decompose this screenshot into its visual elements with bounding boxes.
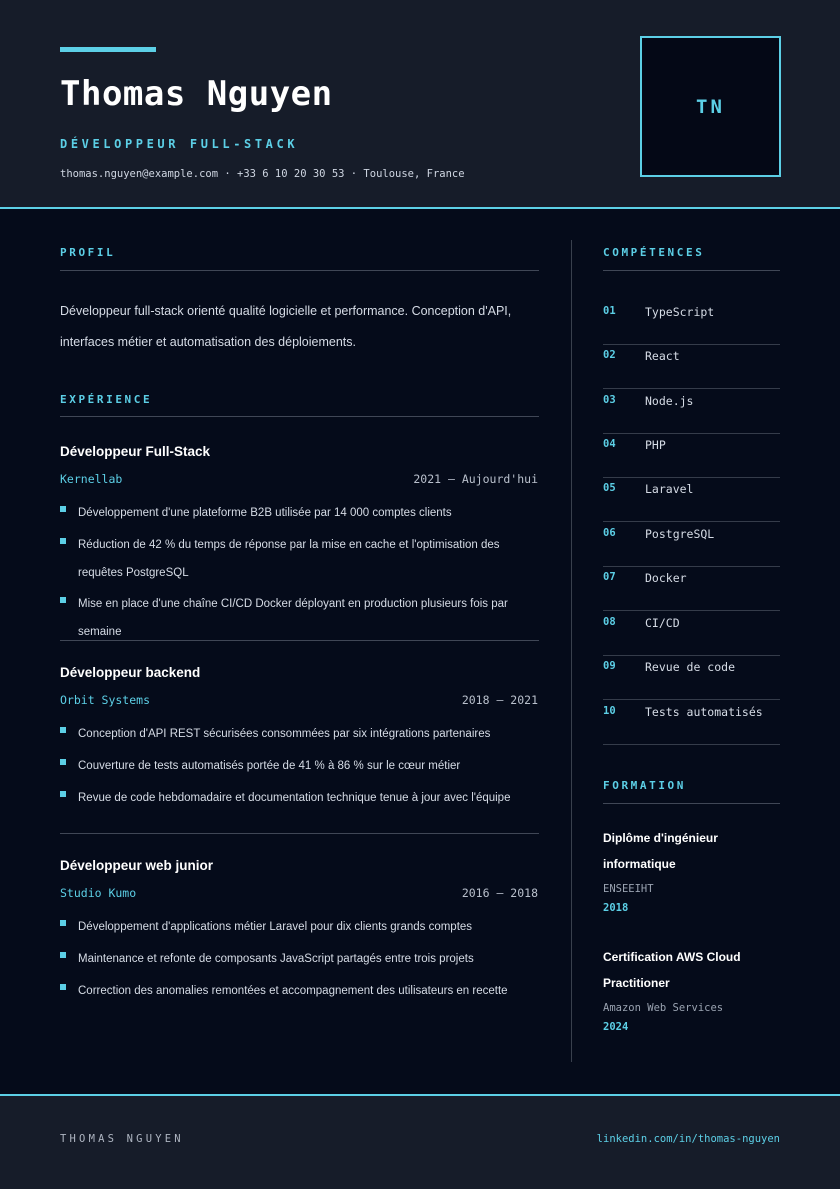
- skill-item: [603, 344, 780, 389]
- education-school: ENSEEIHT: [603, 883, 654, 895]
- bullet-square-icon: [60, 952, 66, 958]
- skill-number: 08: [603, 616, 616, 628]
- bullet-square-icon: [60, 920, 66, 926]
- skill-name: TypeScript: [645, 305, 715, 319]
- column-divider: [571, 240, 572, 1062]
- bullet-text: Correction des anomalies remontées et accompagnement des utilisateurs en recette: [78, 985, 508, 997]
- education-school: Amazon Web Services: [603, 1002, 724, 1014]
- header-band: [0, 0, 840, 209]
- bullet-square-icon: [60, 506, 66, 512]
- profile-section-title: PROFIL: [60, 246, 116, 259]
- skill-name: React: [645, 349, 680, 363]
- skill-number: 04: [603, 438, 616, 450]
- bullet-square-icon: [60, 759, 66, 765]
- education-year: 2018: [603, 902, 629, 914]
- skill-name: Tests automatisés: [645, 705, 763, 719]
- job-dates: 2016 — 2018: [461, 886, 538, 900]
- skill-item: [603, 566, 780, 611]
- skill-name: Node.js: [645, 394, 694, 408]
- skills-rule: [603, 270, 780, 271]
- job-title: Développeur web junior: [60, 858, 214, 873]
- bullet-text: Réduction de 42 % du temps de réponse par la mise en cache et l'optimisation des requêtes PostgreSQL: [78, 539, 500, 579]
- candidate-role: DÉVELOPPEUR FULL-STACK: [60, 137, 299, 151]
- education-section-title: FORMATION: [603, 779, 687, 792]
- education-rule: [603, 803, 780, 804]
- skill-item: [603, 300, 780, 345]
- skill-number: 05: [603, 482, 616, 494]
- bullet-text: Maintenance et refonte de composants JavaScript partagés entre trois projets: [78, 953, 474, 965]
- skill-name: Revue de code: [645, 660, 736, 674]
- skill-item: [603, 611, 780, 656]
- skill-name: PostgreSQL: [645, 527, 715, 541]
- monogram-badge: TN: [640, 36, 781, 177]
- skill-item: [603, 389, 780, 434]
- footer-band: [0, 1094, 840, 1189]
- skill-number: 03: [603, 394, 616, 406]
- skill-item: [603, 433, 780, 478]
- job-company: Kernellab: [60, 472, 123, 486]
- job-separator: [60, 833, 539, 834]
- job-title: Développeur Full-Stack: [60, 444, 211, 459]
- job-dates: 2018 — 2021: [461, 693, 538, 707]
- job-separator: [60, 640, 539, 641]
- skill-item: [603, 700, 780, 745]
- skill-number: 06: [603, 527, 616, 539]
- contact-line: thomas.nguyen@example.com · +33 6 10 20 30 53 · Toulouse, France: [60, 168, 465, 180]
- bullet-square-icon: [60, 984, 66, 990]
- job-dates: 2021 — Aujourd'hui: [413, 472, 538, 486]
- candidate-name: Thomas Nguyen: [60, 74, 333, 114]
- skill-number: 01: [603, 305, 616, 317]
- header-accent-bar: [60, 47, 156, 52]
- bullet-text: Mise en place d'une chaîne CI/CD Docker déployant en production plusieurs fois par semaine: [78, 598, 508, 638]
- skills-section-title: COMPÉTENCES: [603, 246, 705, 259]
- linkedin-link[interactable]: linkedin.com/in/thomas-nguyen: [596, 1133, 780, 1145]
- skill-number: 10: [603, 705, 616, 717]
- bullet-square-icon: [60, 727, 66, 733]
- experience-section-title: EXPÉRIENCE: [60, 393, 153, 406]
- bullet-text: Couverture de tests automatisés portée de 41 % à 86 % sur le cœur métier: [78, 760, 461, 772]
- profile-text: Développeur full-stack orienté qualité logicielle et performance. Conception d'API, interfaces métier et automatisation des déploiements.: [60, 304, 512, 349]
- skill-number: 02: [603, 349, 616, 361]
- skill-name: Docker: [645, 571, 687, 585]
- profile-rule: [60, 270, 539, 271]
- experience-rule: [60, 416, 539, 417]
- bullet-square-icon: [60, 597, 66, 603]
- skill-item: [603, 477, 780, 522]
- education-title: Certification AWS Cloud Practitioner: [603, 950, 741, 990]
- bullet-square-icon: [60, 538, 66, 544]
- bullet-text: Conception d'API REST sécurisées consommées par six intégrations partenaires: [78, 728, 491, 740]
- job-company: Orbit Systems: [60, 693, 151, 707]
- skill-item: [603, 522, 780, 567]
- job-company: Studio Kumo: [60, 886, 137, 900]
- skill-name: Laravel: [645, 482, 694, 496]
- skill-name: CI/CD: [645, 616, 680, 630]
- job-title: Développeur backend: [60, 665, 201, 680]
- bullet-text: Développement d'applications métier Laravel pour dix clients grands comptes: [78, 921, 473, 933]
- skill-name: PHP: [645, 438, 666, 452]
- education-title: Diplôme d'ingénieur informatique: [603, 831, 718, 871]
- footer-name: THOMAS NGUYEN: [60, 1133, 184, 1145]
- bullet-square-icon: [60, 791, 66, 797]
- education-year: 2024: [603, 1021, 629, 1033]
- skill-number: 07: [603, 571, 616, 583]
- skill-item: [603, 655, 780, 700]
- bullet-text: Revue de code hebdomadaire et documentation technique tenue à jour avec l'équipe: [78, 792, 511, 804]
- bullet-text: Développement d'une plateforme B2B utilisée par 14 000 comptes clients: [78, 507, 452, 519]
- skill-number: 09: [603, 660, 616, 672]
